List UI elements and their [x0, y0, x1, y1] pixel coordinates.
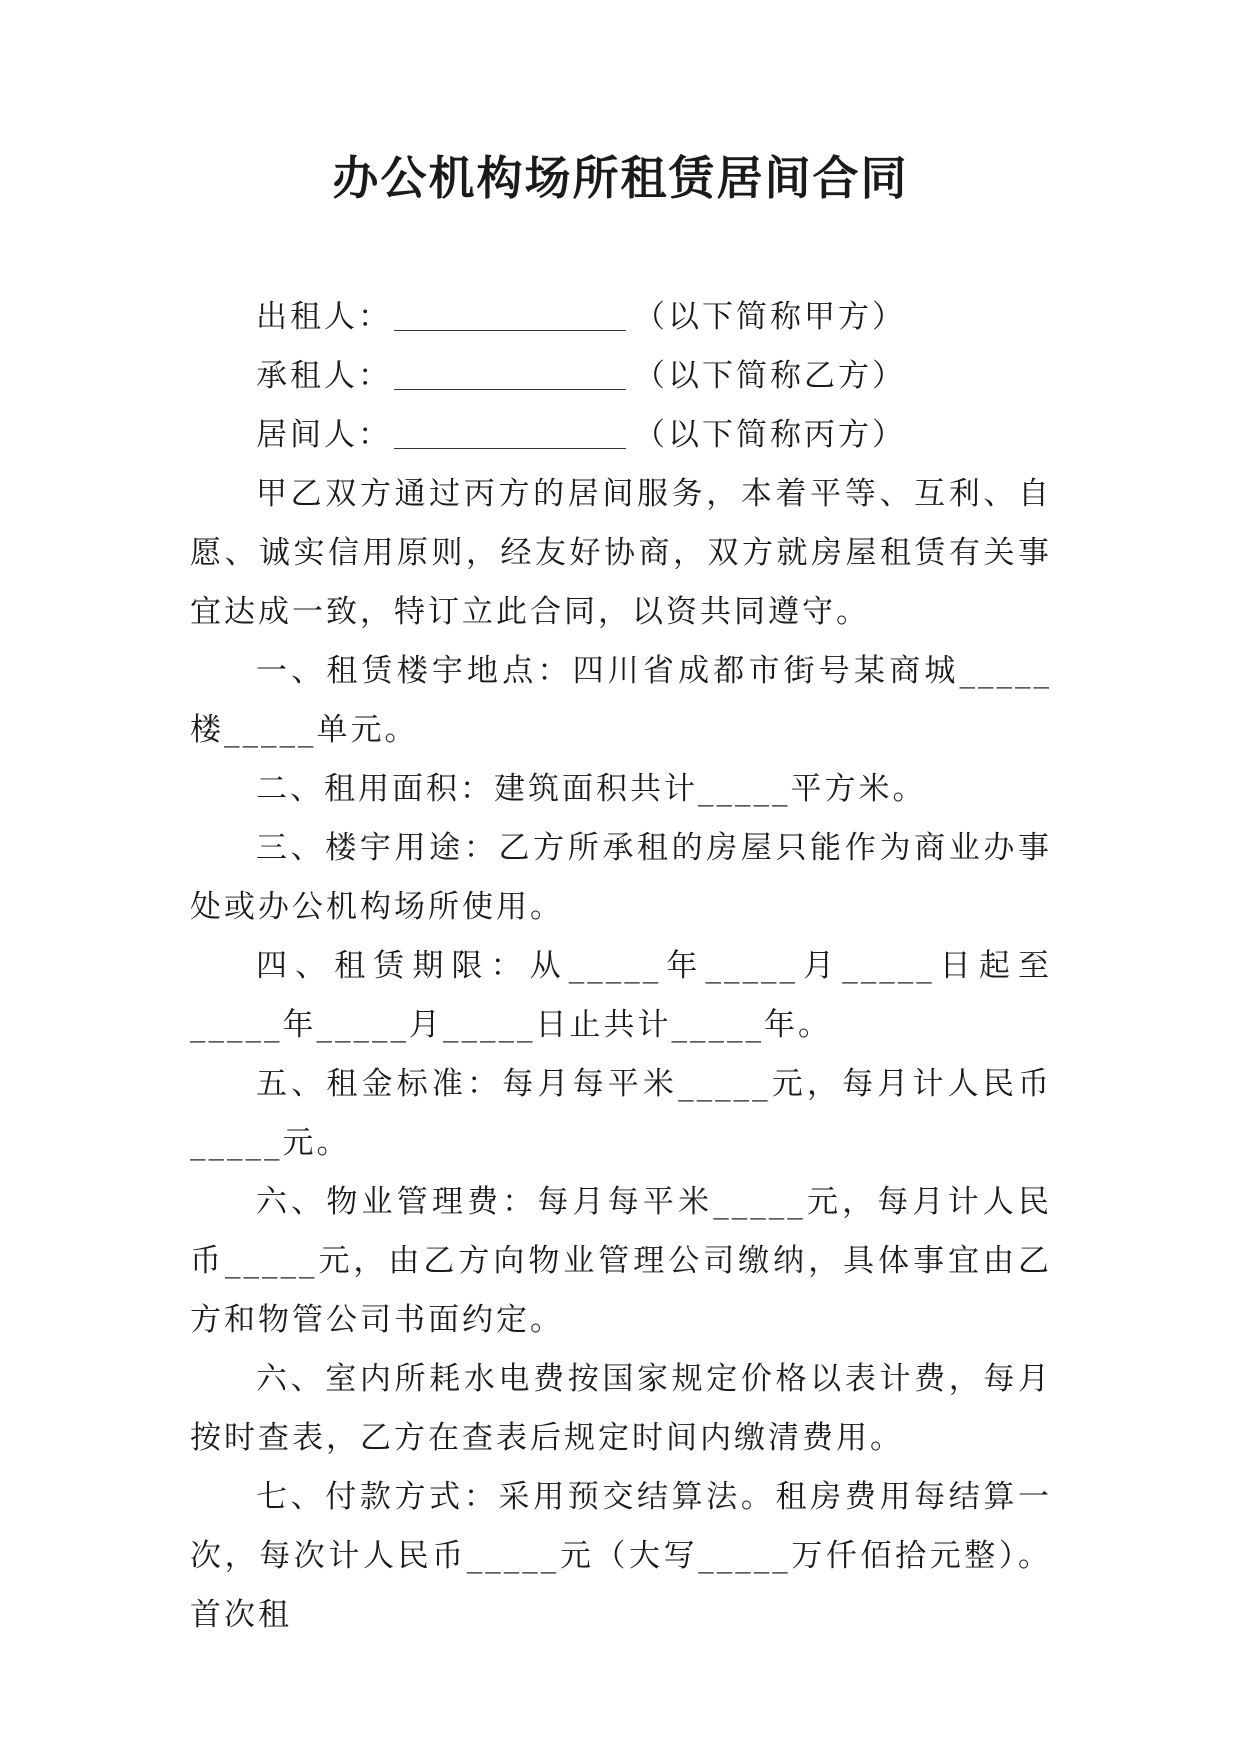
paragraph-clause-location: 一、租赁楼宇地点：四川省成都市街号某商城_____楼_____单元。	[190, 653, 1052, 748]
party-note: （以下简称乙方）	[634, 358, 906, 394]
fill-blank	[394, 300, 626, 331]
party-broker	[190, 406, 1052, 465]
paragraph-clause-area: 二、租用面积：建筑面积共计_____平方米。	[256, 771, 927, 807]
document-title: 办公机构场所租赁居间合同	[332, 151, 909, 205]
paragraph-clause-term: 四、租赁期限：从_____年_____月_____日起至_____年_____月_____日止共计_____年。	[190, 948, 1052, 1043]
paragraph-clause-payment: 七、付款方式：采用预交结算法。租房费用每结算一次，每次计人民币_____元（大写_____万仟佰拾元整）。首次租	[190, 1479, 1052, 1633]
document-body	[190, 288, 1052, 1645]
fill-blank	[394, 418, 626, 449]
party-lessor	[190, 288, 1052, 347]
party-lessee	[190, 347, 1052, 406]
party-label: 居间人：	[256, 417, 392, 453]
party-label: 承租人：	[256, 358, 392, 394]
paragraph-clause-usage: 三、楼宇用途：乙方所承租的房屋只能作为商业办事处或办公机构场所使用。	[190, 830, 1052, 925]
party-label: 出租人：	[256, 299, 392, 335]
paragraph-clause-property-fee: 六、物业管理费：每月每平米_____元，每月计人民币_____元，由乙方向物业管理公司缴纳，具体事宜由乙方和物管公司书面约定。	[190, 1184, 1052, 1338]
paragraph-clause-rent: 五、租金标准：每月每平米_____元，每月计人民币_____元。	[190, 1066, 1052, 1161]
paragraph-preamble: 甲乙双方通过丙方的居间服务，本着平等、互利、自愿、诚实信用原则，经友好协商，双方就房屋租赁有关事宜达成一致，特订立此合同，以资共同遵守。	[190, 476, 1052, 630]
fill-blank	[394, 359, 626, 390]
party-note: （以下简称丙方）	[634, 417, 906, 453]
party-note: （以下简称甲方）	[634, 299, 906, 335]
paragraph-clause-utilities: 六、室内所耗水电费按国家规定价格以表计费，每月按时查表，乙方在查表后规定时间内缴清费用。	[190, 1361, 1052, 1456]
